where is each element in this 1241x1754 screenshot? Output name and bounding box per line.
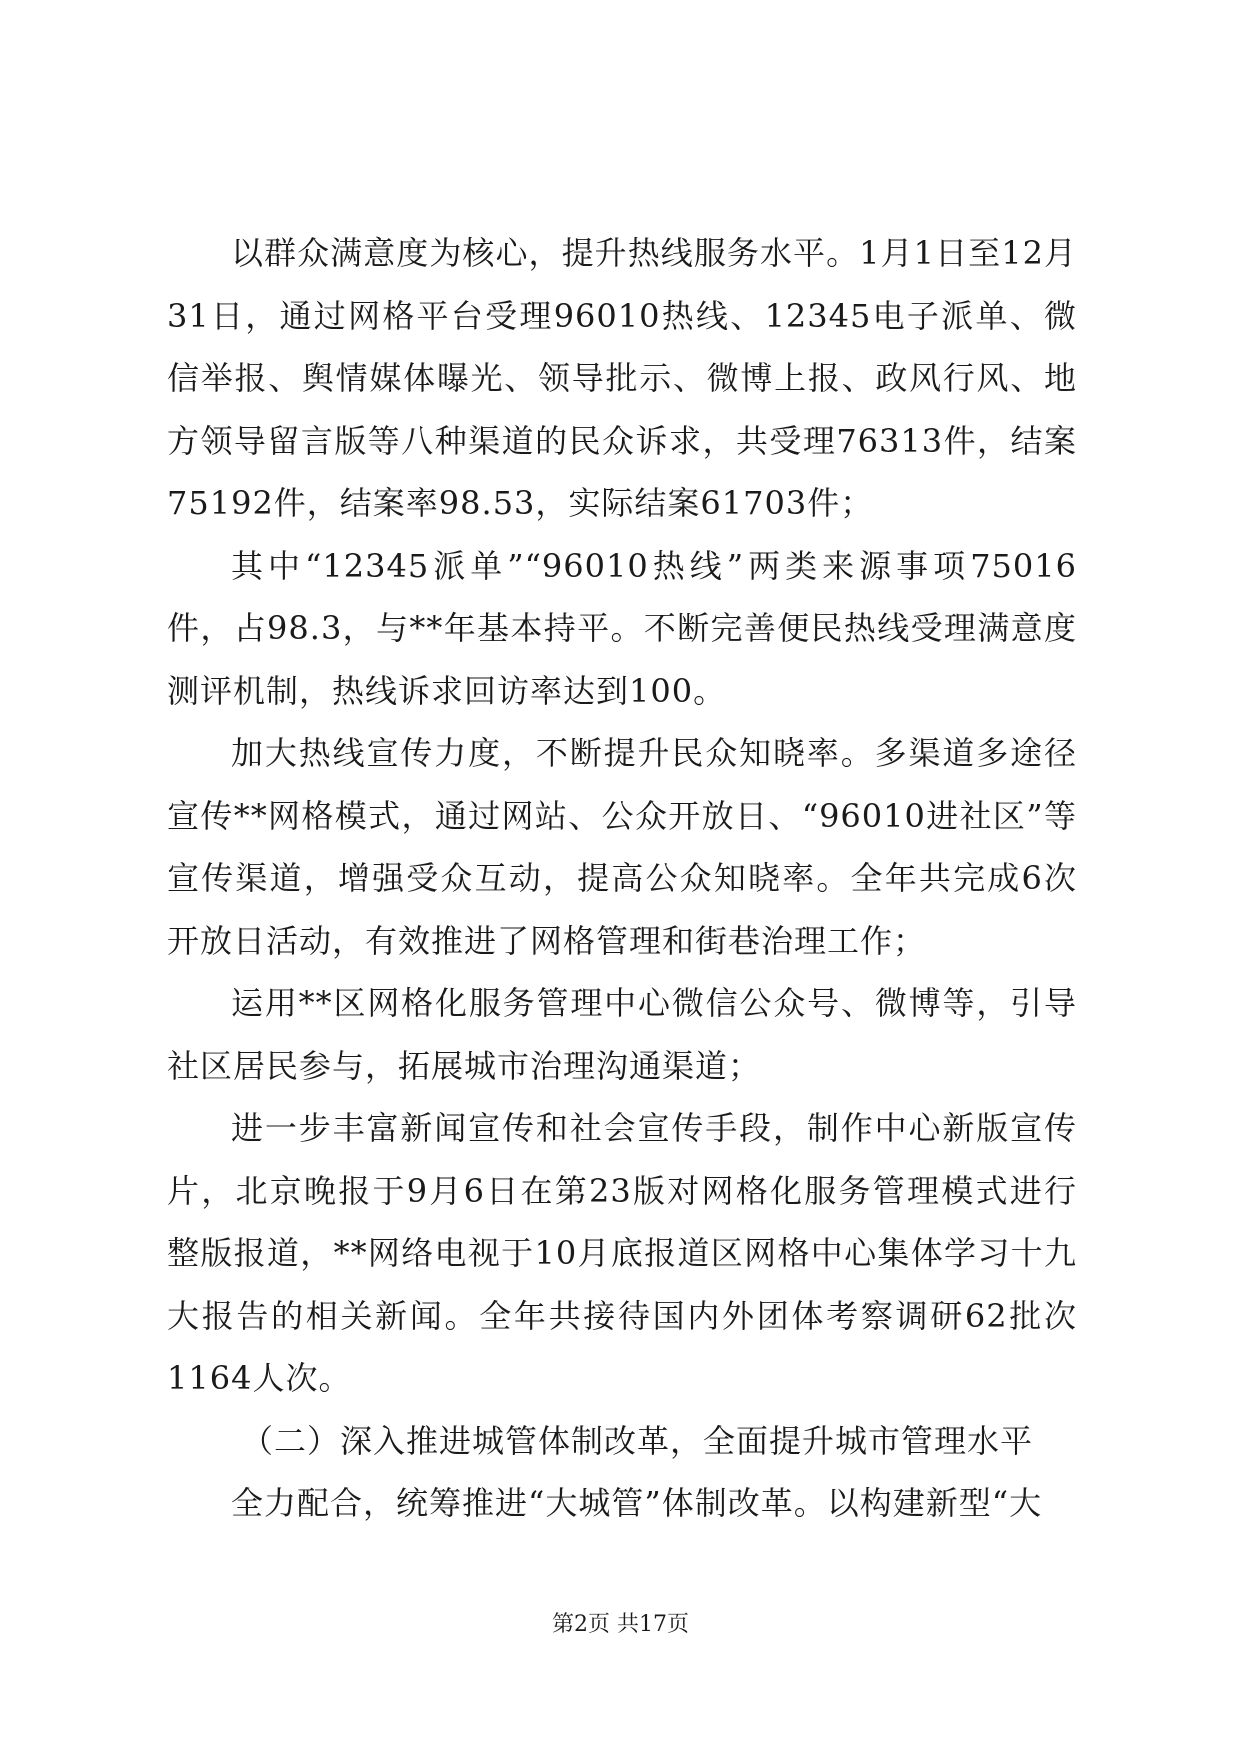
section-heading: （二）深入推进城管体制改革，全面提升城市管理水平 xyxy=(241,1421,1034,1460)
paragraph-wechat-weibo: 运用**区网格化服务管理中心微信公众号、微博等，引导社区居民参与，拓展城市治理沟通渠道； xyxy=(167,984,1077,1085)
paragraph-hotline-sources: 其中“12345派单”“96010热线”两类来源事项75016件，占98.3，与**年基本持平。不断完善便民热线受理满意度测评机制，热线诉求回访率达到100。 xyxy=(167,546,1077,710)
paragraph-hotline-service: 以群众满意度为核心，提升热线服务水平。1月1日至12月31日，通过网格平台受理96010热线、12345电子派单、微信举报、舆情媒体曝光、领导批示、微博上报、政风行风、地方领导留言版等八种渠道的民众诉求，共受理76313件，结案75192件，结案率98.53，实际结案61703件； xyxy=(167,234,1077,522)
document-body xyxy=(167,222,1077,1535)
page-number-footer: 第2页 共17页 xyxy=(552,1612,689,1637)
paragraph-news-publicity: 进一步丰富新闻宣传和社会宣传手段，制作中心新版宣传片，北京晚报于9月6日在第23版对网格化服务管理模式进行整版报道，**网络电视于10月底报道区网格中心集体学习十九大报告的相关新闻。全年共接待国内外团体考察调研62批次1164人次。 xyxy=(167,1109,1077,1397)
paragraph-reform: 全力配合，统筹推进“大城管”体制改革。以构建新型“大 xyxy=(231,1484,1043,1522)
paragraph-hotline-publicity: 加大热线宣传力度，不断提升民众知晓率。多渠道多途径宣传**网格模式，通过网站、公众开放日、“96010进社区”等宣传渠道，增强受众互动，提高公众知晓率。全年共完成6次开放日活动，有效推进了网格管理和街巷治理工作； xyxy=(167,734,1077,960)
